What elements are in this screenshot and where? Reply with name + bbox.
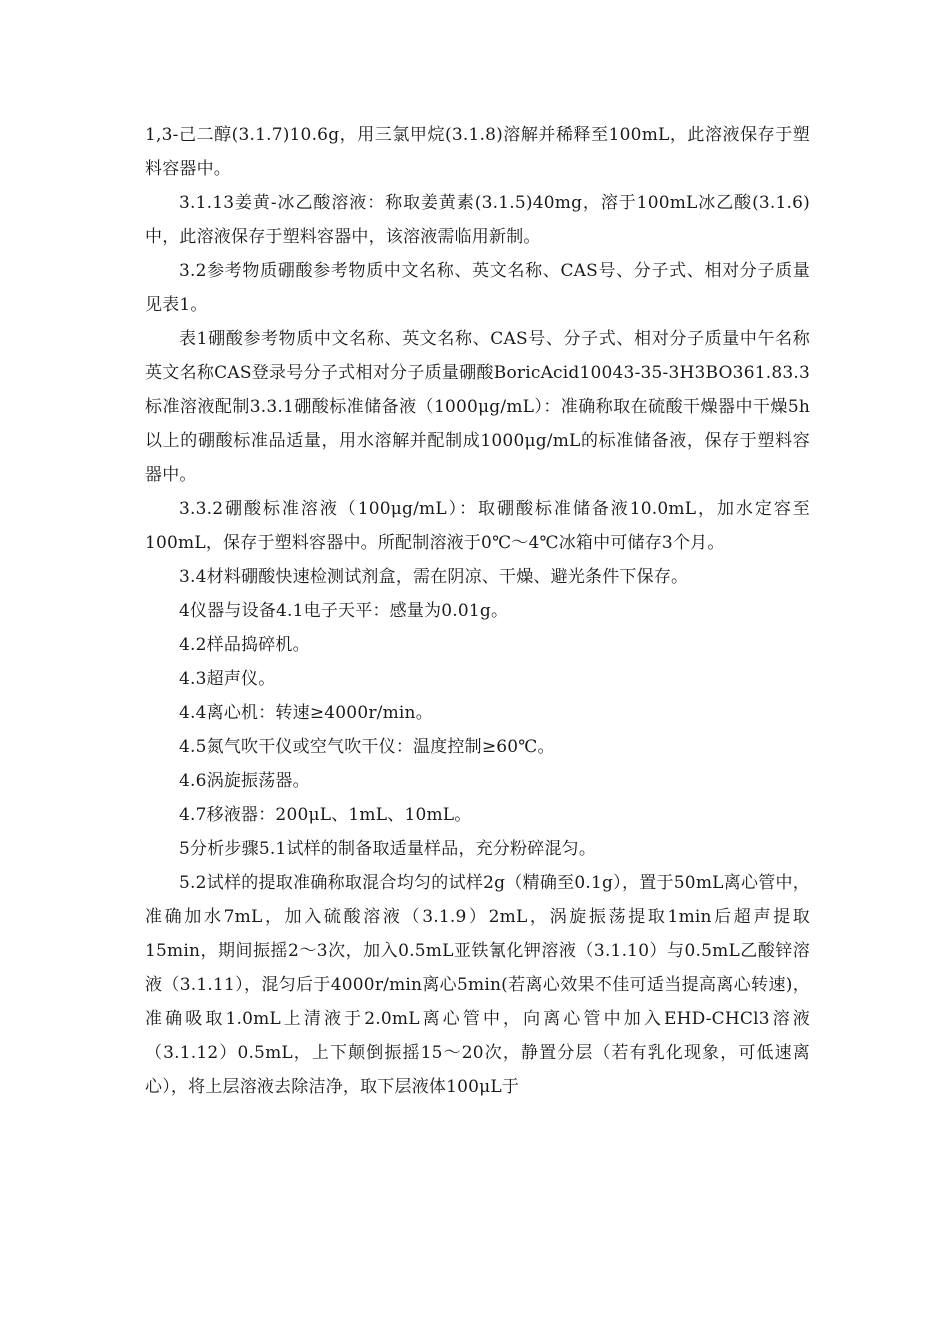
paragraph-12: 4.6涡旋振荡器。 — [179, 771, 310, 791]
paragraph-6: 3.4材料硼酸快速检测试剂盒，需在阴凉、干燥、避光条件下保存。 — [179, 567, 689, 587]
paragraph-4: 表1硼酸参考物质中文名称、英文名称、CAS号、分子式、相对分子质量中午名称英文名称CAS登录号分子式相对分子质量硼酸BoricAcid10043-35-3H3BO361.83.3标准溶液配制3.3.1硼酸标准储备液（1000μg/mL）：准确称取在硫酸干燥器中干燥5h以上的硼酸标准品适量，用水溶解并配制成1000μg/mL的标准储备液，保存于塑料容器中。 — [145, 329, 810, 485]
paragraph-7: 4仪器与设备4.1电子天平：感量为0.01g。 — [179, 601, 509, 621]
paragraph-13: 4.7移液器：200μL、1mL、10mL。 — [179, 805, 472, 825]
paragraph-5: 3.3.2硼酸标准溶液（100μg/mL）：取硼酸标准储备液10.0mL，加水定容至100mL，保存于塑料容器中。所配制溶液于0℃～4℃冰箱中可储存3个月。 — [145, 499, 810, 553]
document-body — [145, 118, 810, 1104]
paragraph-15: 5.2试样的提取准确称取混合均匀的试样2g（精确至0.1g），置于50mL离心管中，准确加水7mL，加入硫酸溶液（3.1.9）2mL，涡旋振荡提取1min后超声提取15min，期间振摇2～3次，加入0.5mL亚铁氰化钾溶液（3.1.10）与0.5mL乙酸锌溶液（3.1.11），混匀后于4000r/min离心5min(若离心效果不佳可适当提高离心转速)，准确吸取1.0mL上清液于2.0mL离心管中，向离心管中加入EHD-CHCl3溶液（3.1.12）0.5mL，上下颠倒振摇15～20次，静置分层（若有乳化现象，可低速离心），将上层溶液去除洁净，取下层液体100μL于 — [145, 873, 810, 1097]
paragraph-11: 4.5氮气吹干仪或空气吹干仪：温度控制≥60℃。 — [179, 737, 555, 757]
paragraph-9: 4.3超声仪。 — [179, 669, 276, 689]
paragraph-8: 4.2样品捣碎机。 — [179, 635, 310, 655]
paragraph-10: 4.4离心机：转速≥4000r/min。 — [179, 703, 433, 723]
paragraph-14: 5分析步骤5.1试样的制备取适量样品，充分粉碎混匀。 — [179, 839, 597, 859]
paragraph-3: 3.2参考物质硼酸参考物质中文名称、英文名称、CAS号、分子式、相对分子质量见表1。 — [145, 261, 810, 315]
paragraph-2: 3.1.13姜黄-冰乙酸溶液：称取姜黄素(3.1.5)40mg，溶于100mL冰乙酸(3.1.6)中，此溶液保存于塑料容器中，该溶液需临用新制。 — [145, 193, 810, 247]
paragraph-1: 1,3-己二醇(3.1.7)10.6g，用三氯甲烷(3.1.8)溶解并稀释至100mL，此溶液保存于塑料容器中。 — [145, 125, 811, 179]
